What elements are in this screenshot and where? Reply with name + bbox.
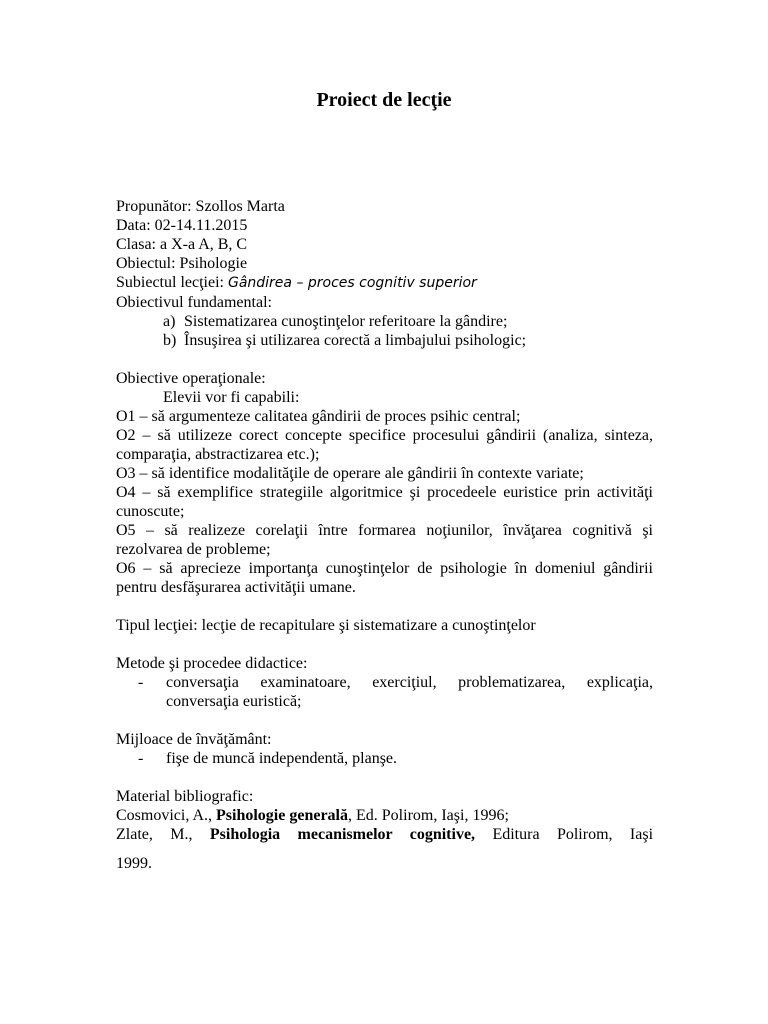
objective-o3: O3 – să identifice modalităţile de operare ale gândirii în contexte variate; bbox=[116, 465, 584, 482]
objective-o4: O4 – să exemplifice strategiile algoritmice şi procedeele euristice prin activităţi cunoscute; bbox=[116, 484, 653, 520]
list-item bbox=[163, 331, 653, 350]
page-title: Proiect de lecţie bbox=[316, 89, 452, 111]
list-marker: b) bbox=[163, 332, 177, 349]
subject-line: Obiectul: Psihologie bbox=[116, 255, 248, 272]
objective-o5: O5 – să realizeze corelaţii între formarea noţiunilor, învăţarea cognitivă şi rezolvarea de probleme; bbox=[116, 522, 653, 558]
list-item bbox=[138, 749, 653, 768]
objective-o1: O1 – să argumenteze calitatea gândirii de proces psihic central; bbox=[116, 408, 521, 425]
ref-author: Cosmovici, A., bbox=[116, 807, 217, 824]
fundamental-objective-label: Obiectivul fundamental: bbox=[116, 294, 272, 311]
bibliography-ref-2-year: 1999. bbox=[116, 855, 152, 872]
list-item bbox=[163, 312, 653, 331]
list-item-text: conversaţia examinatoare, exerciţiul, problematizarea, explicaţia, conversaţia euristică; bbox=[166, 674, 653, 710]
methods-label: Metode şi procedee didactice: bbox=[116, 655, 308, 672]
lesson-topic-value: Gândirea – proces cognitiv superior bbox=[227, 275, 477, 291]
operational-intro: Elevii vor fi capabili: bbox=[163, 389, 300, 406]
bibliography-label: Material bibliografic: bbox=[116, 788, 254, 805]
objective-o6: O6 – să aprecieze importanţa cunoştinţelor de psihologie în domeniul gândirii pentru desfăşurarea activităţii umane. bbox=[116, 560, 653, 596]
means-label: Mijloace de învăţământ: bbox=[116, 731, 272, 748]
ref-publisher: , Ed. Polirom, Iaşi, 1996; bbox=[348, 807, 509, 824]
means-list bbox=[138, 749, 653, 768]
list-item-text: fişe de muncă independentă, planşe. bbox=[166, 750, 398, 767]
document-body bbox=[116, 197, 653, 873]
list-item-text: Însuşirea şi utilizarea corectă a limbajului psihologic; bbox=[184, 332, 527, 349]
list-marker: - bbox=[138, 750, 144, 767]
list-marker: - bbox=[138, 674, 144, 691]
ref-publisher: Editura Polirom, Iaşi bbox=[475, 826, 654, 843]
date-line: Data: 02-14.11.2015 bbox=[116, 217, 248, 234]
ref-title: Psihologia mecanismelor cognitive, bbox=[209, 826, 476, 843]
objective-o2: O2 – să utilizeze corect concepte specifice procesului gândirii (analiza, sinteza, comparaţia, abstractizarea etc.); bbox=[116, 427, 653, 463]
proposer-line: Propunător: Szollos Marta bbox=[116, 198, 285, 215]
ref-title: Psihologie generală bbox=[216, 807, 348, 824]
bibliography-ref-1 bbox=[116, 806, 653, 825]
ref-author: Zlate, M., bbox=[116, 826, 210, 843]
list-item bbox=[138, 673, 653, 711]
class-line: Clasa: a X-a A, B, C bbox=[116, 236, 248, 253]
operational-objectives-label: Obiective operaţionale: bbox=[116, 370, 266, 387]
lesson-topic-line bbox=[116, 273, 653, 293]
bibliography-ref-2 bbox=[116, 825, 653, 844]
methods-list bbox=[138, 673, 653, 711]
lesson-topic-label: Subiectul lecţiei: bbox=[116, 274, 228, 291]
fundamental-objective-list bbox=[163, 312, 653, 350]
lesson-type-line: Tipul lecţiei: lecţie de recapitulare şi sistematizare a cunoştinţelor bbox=[116, 617, 536, 634]
list-item-text: Sistematizarea cunoştinţelor referitoare la gândire; bbox=[184, 313, 508, 330]
list-marker: a) bbox=[163, 313, 176, 330]
